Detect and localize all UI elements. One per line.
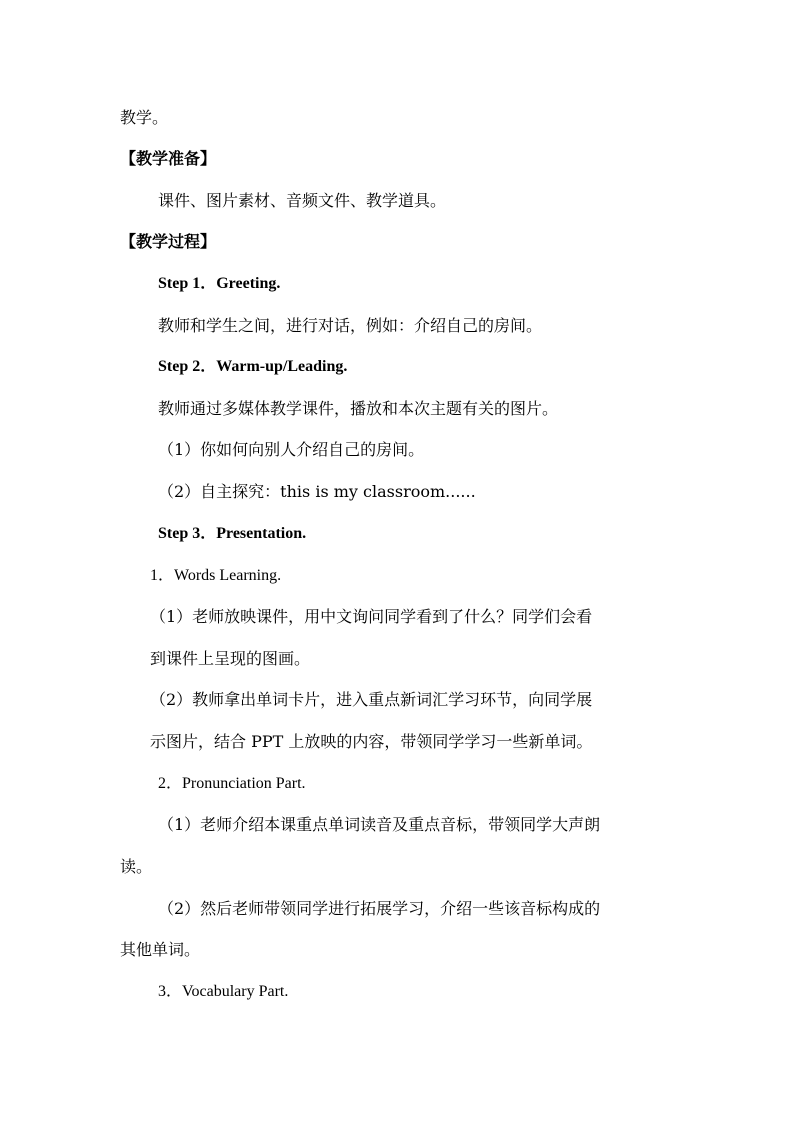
words-learning-item-1: （1）老师放映课件，用中文询问同学看到了什么？同学们会看 bbox=[150, 607, 593, 626]
preparation-materials: 课件、图片素材、音频文件、教学道具。 bbox=[158, 191, 447, 210]
step-2-item-1: （1）你如何向别人介绍自己的房间。 bbox=[158, 440, 425, 459]
section-heading-preparation: 【教学准备】 bbox=[120, 149, 217, 168]
pronunciation-item-1: （1）老师介绍本课重点单词读音及重点音标，带领同学大声朗 bbox=[158, 815, 601, 834]
vocabulary-heading: 3．Vocabulary Part. bbox=[158, 983, 289, 1000]
words-learning-item-2-cont: 示图片，结合 PPT 上放映的内容，带领同学学习一些新单词。 bbox=[150, 732, 593, 751]
pronunciation-heading: 2．Pronunciation Part. bbox=[158, 775, 306, 792]
step-2-item-2: （2）自主探究：this is my classroom...... bbox=[158, 482, 476, 501]
pronunciation-item-1-cont: 读。 bbox=[120, 857, 153, 876]
section-heading-process: 【教学过程】 bbox=[120, 232, 217, 251]
step-3-heading: Step 3．Presentation. bbox=[158, 525, 307, 542]
step-1-description: 教师和学生之间，进行对话，例如：介绍自己的房间。 bbox=[158, 316, 543, 335]
pronunciation-item-2: （2）然后老师带领同学进行拓展学习，介绍一些该音标构成的 bbox=[158, 899, 601, 918]
step-2-description: 教师通过多媒体教学课件，播放和本次主题有关的图片。 bbox=[158, 399, 559, 418]
step-2-heading: Step 2．Warm-up/Leading. bbox=[158, 358, 348, 375]
step-1-heading: Step 1．Greeting. bbox=[158, 275, 281, 292]
words-learning-item-1-cont: 到课件上呈现的图画。 bbox=[150, 649, 311, 668]
pronunciation-item-2-cont: 其他单词。 bbox=[120, 940, 201, 959]
paragraph-continuation: 教学。 bbox=[120, 108, 169, 127]
words-learning-heading: 1．Words Learning. bbox=[150, 567, 282, 584]
words-learning-item-2: （2）教师拿出单词卡片，进入重点新词汇学习环节，向同学展 bbox=[150, 690, 593, 709]
